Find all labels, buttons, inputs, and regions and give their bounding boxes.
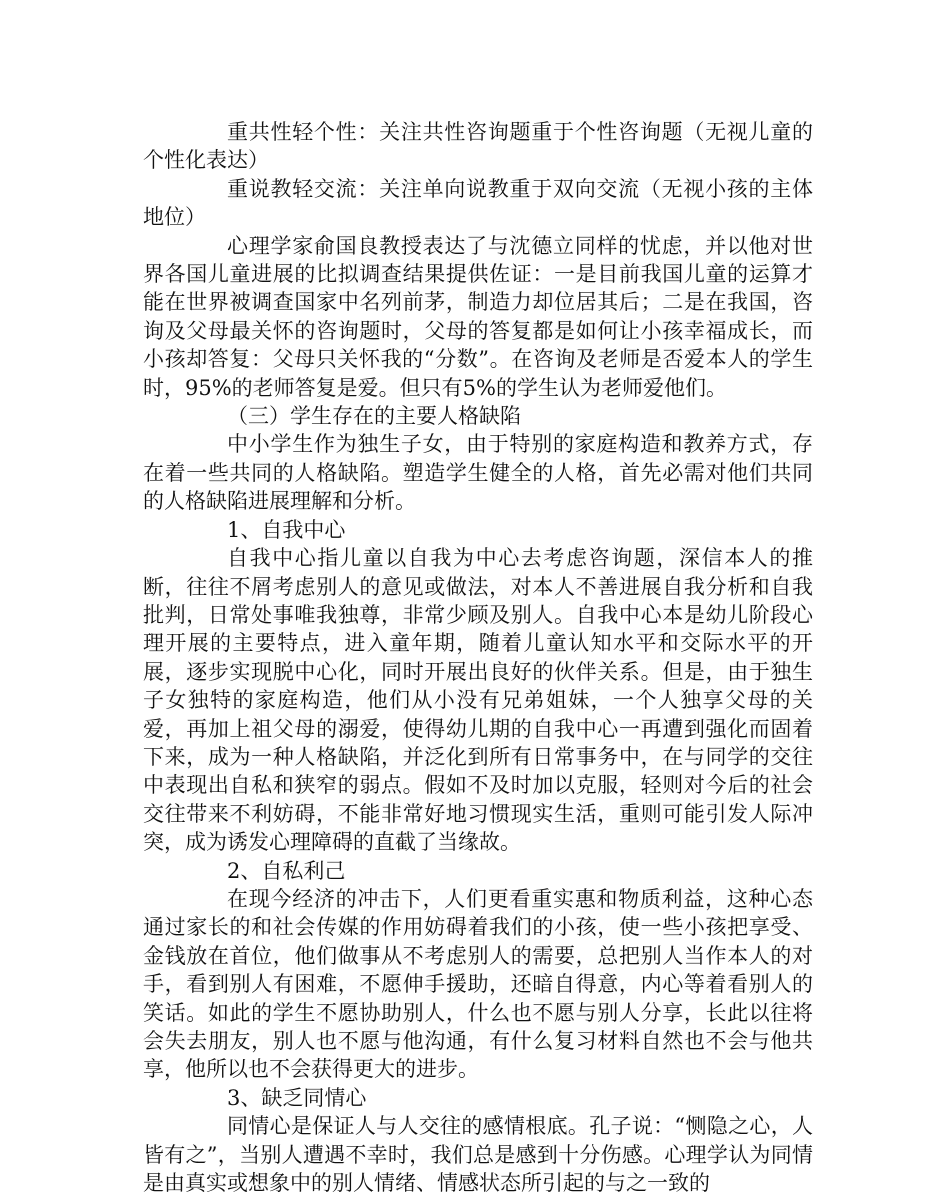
paragraph-commonality-over-individuality: 重共性轻个性：关注共性咨询题重于个性咨询题（无视儿童的个性化表达） bbox=[143, 120, 813, 173]
paragraph-self-centered: 自我中心指儿童以自我为中心去考虑咨询题，深信本人的推断，往往不屑考虑别人的意见或做法，对本人不善进展自我分析和自我批判，日常处事唯我独尊，非常少顾及别人。自我中心本是幼儿阶段心理开展的主要特点，进入童年期，随着儿童认知水平和交际水平的开展，逐步实现脱中心化，同时开展出良好的伙伴关系。但是，由于独生子女独特的家庭构造，他们从小没有兄弟姐妹，一个人独享父母的关爱，再加上祖父母的溺爱，使得幼儿期的自我中心一再遭到强化而固着下来，成为一种人格缺陷，并泛化到所有日常事务中，在与同学的交往中表现出自私和狭窄的弱点。假如不及时加以克服，轻则对今后的社会交往带来不利妨碍，不能非常好地习惯现实生活，重则可能引发人际冲突，成为诱发心理障碍的直截了当缘故。 bbox=[143, 546, 813, 855]
paragraph-selfish: 在现今经济的冲击下，人们更看重实惠和物质利益，这种心态通过家长的和社会传媒的作用妨碍着我们的小孩，使一些小孩把享受、金钱放在首位，他们做事从不考虑别人的需要，总把别人当作本人的对手，看到别人有困难，不愿伸手援助，还暗自得意，内心等着看别人的笑话。如此的学生不愿协助别人，什么也不愿与别人分享，长此以往将会失去朋友，别人也不愿与他沟通，有什么复习材料自然也不会与他共享，他所以也不会获得更大的进步。 bbox=[143, 886, 813, 1082]
subheading-selfish: 2、自私利己 bbox=[227, 858, 346, 883]
paragraph-only-child-intro: 中小学生作为独生子女，由于特别的家庭构造和教养方式，存在着一些共同的人格缺陷。塑造学生健全的人格，首先必需对他们共同的人格缺陷进展理解和分析。 bbox=[143, 432, 813, 514]
paragraph-yu-guoliang-survey: 心理学家俞国良教授表达了与沈德立同样的忧虑，并以他对世界各国儿童进展的比拟调查结果提供佐证：一是目前我国儿童的运算才能在世界被调查国家中名列前茅，制造力却位居其后；二是在我国，咨询及父母最关怀的咨询题时，父母的答复都是如何让小孩幸福成长，而小孩却答复：父母只关怀我的“分数”。在咨询及老师是否爱本人的学生时，95%的老师答复是爱。但只有5%的学生认为老师爱他们。 bbox=[143, 233, 813, 400]
document-body bbox=[143, 118, 813, 1197]
paragraph-preaching-over-communication: 重说教轻交流：关注单向说教重于双向交流（无视小孩的主体地位） bbox=[143, 176, 813, 230]
paragraph-lack-of-sympathy: 同情心是保证人与人交往的感情根底。孔子说：“恻隐之心，人皆有之”，当别人遭遇不幸时，我们总是感到十分伤感。心理学认为同情是由真实或想象中的别人情绪、情感状态所引起的与之一致的 bbox=[143, 1114, 813, 1196]
subheading-self-centered: 1、自我中心 bbox=[227, 517, 346, 542]
subheading-lack-of-sympathy: 3、缺乏同情心 bbox=[227, 1085, 367, 1110]
section-heading-personality-defects: （三）学生存在的主要人格缺陷 bbox=[227, 404, 521, 429]
